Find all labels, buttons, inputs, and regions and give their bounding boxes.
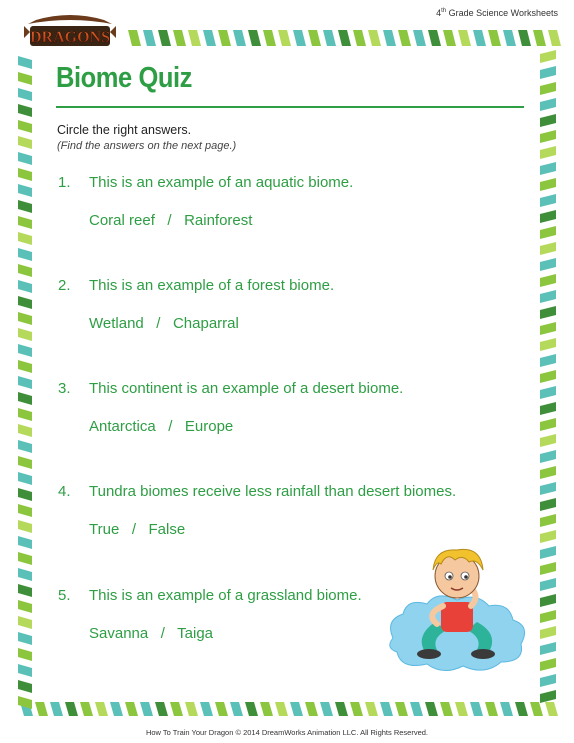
border-stripe	[18, 536, 32, 549]
border-stripe	[540, 130, 556, 143]
border-stripe	[540, 306, 556, 319]
border-stripe	[540, 514, 556, 527]
border-stripe	[233, 30, 246, 46]
border-stripe	[18, 488, 32, 501]
instructions-note: (Find the answers on the next page.)	[57, 140, 237, 152]
border-stripe	[540, 322, 556, 335]
answer-separator: /	[160, 625, 165, 642]
question-number: 4.	[58, 483, 71, 500]
border-stripe	[540, 642, 556, 655]
question-text: This is an example of an aquatic biome.	[89, 174, 354, 191]
header-text: Grade Science Worksheets	[448, 8, 558, 18]
answer-options-5	[89, 625, 213, 642]
border-stripe	[18, 72, 32, 85]
answer-option-b[interactable]: False	[148, 521, 186, 538]
border-stripe	[18, 280, 32, 293]
border-stripe	[540, 66, 556, 79]
border-stripe	[443, 30, 456, 46]
border-stripe	[18, 456, 32, 469]
border-stripe	[18, 552, 32, 565]
border-stripe	[540, 178, 556, 191]
border-stripe	[540, 498, 556, 511]
copyright-footer: How To Train Your Dragon © 2014 DreamWorks Animation LLC. All Rights Reserved.	[145, 728, 429, 737]
border-stripe	[18, 472, 32, 485]
border-stripe	[18, 216, 32, 229]
answer-separator: /	[131, 521, 136, 538]
border-stripe	[540, 226, 556, 239]
border-stripe	[308, 30, 321, 46]
border-stripe	[540, 194, 556, 207]
border-stripe	[410, 702, 423, 716]
answer-options-2	[89, 315, 239, 332]
answer-options-3	[89, 418, 233, 435]
border-stripe	[458, 30, 471, 46]
boy-illustration	[385, 540, 535, 680]
border-stripe	[18, 104, 32, 117]
border-stripe	[215, 702, 228, 716]
border-stripe	[540, 290, 556, 303]
grade-number: 4	[436, 8, 442, 18]
border-stripe	[515, 702, 528, 716]
border-stripe	[548, 30, 561, 46]
answer-option-a[interactable]: Wetland	[89, 315, 144, 332]
border-stripe	[335, 702, 348, 716]
answer-separator: /	[156, 315, 161, 332]
question-number: 3.	[58, 380, 71, 397]
border-stripe	[380, 702, 393, 716]
border-stripe	[540, 594, 556, 607]
border-stripe	[18, 184, 32, 197]
border-stripe	[125, 702, 138, 716]
border-stripe	[290, 702, 303, 716]
border-stripe	[533, 30, 546, 46]
answer-option-b[interactable]: Europe	[184, 418, 234, 435]
border-stripe	[503, 30, 516, 46]
border-stripe	[80, 702, 93, 716]
border-stripe	[540, 434, 556, 447]
border-stripe	[455, 702, 468, 716]
border-stripe	[540, 658, 556, 671]
border-stripe	[540, 674, 556, 687]
border-stripe	[18, 616, 32, 629]
border-stripe	[540, 546, 556, 559]
border-stripe	[218, 30, 231, 46]
answer-option-a[interactable]: Antarctica	[89, 418, 156, 435]
border-stripe	[293, 30, 306, 46]
border-stripe	[18, 568, 32, 581]
question-number: 1.	[58, 174, 71, 191]
border-stripe	[275, 702, 288, 716]
answer-option-a[interactable]: True	[89, 521, 120, 538]
border-stripe	[540, 114, 556, 127]
border-stripe	[540, 418, 556, 431]
border-stripe	[143, 30, 156, 46]
border-stripe	[65, 702, 78, 716]
question-2	[58, 277, 334, 294]
border-stripe	[155, 702, 168, 716]
border-stripe	[18, 200, 32, 213]
border-stripe	[540, 578, 556, 591]
border-stripe	[18, 120, 32, 133]
border-stripe	[18, 264, 32, 277]
border-stripe	[540, 274, 556, 287]
border-stripe	[540, 530, 556, 543]
border-stripe	[18, 296, 32, 309]
border-stripe	[540, 370, 556, 383]
question-number: 2.	[58, 277, 71, 294]
title-divider	[56, 106, 524, 108]
border-stripe	[263, 30, 276, 46]
border-stripe	[200, 702, 213, 716]
border-stripe	[18, 376, 32, 389]
border-stripe	[353, 30, 366, 46]
border-stripe	[95, 702, 108, 716]
border-stripe	[540, 402, 556, 415]
border-stripe	[473, 30, 486, 46]
border-stripe	[485, 702, 498, 716]
border-stripe	[260, 702, 273, 716]
border-stripe	[50, 702, 63, 716]
border-stripe	[540, 258, 556, 271]
question-3	[58, 380, 403, 397]
border-stripe	[518, 30, 531, 46]
border-stripe	[110, 702, 123, 716]
answer-option-b[interactable]: Chaparral	[172, 315, 239, 332]
answer-option-b[interactable]: Taiga	[177, 625, 213, 642]
border-stripe	[18, 248, 32, 261]
question-text: This is an example of a grassland biome.	[89, 587, 362, 604]
border-stripe	[368, 30, 381, 46]
border-stripe	[18, 88, 32, 101]
border-stripe	[18, 424, 32, 437]
border-stripe	[158, 30, 171, 46]
border-stripe	[18, 584, 32, 597]
border-stripe	[18, 648, 32, 661]
border-stripe	[18, 152, 32, 165]
border-stripe	[540, 338, 556, 351]
border-stripe	[500, 702, 513, 716]
border-stripe	[128, 30, 141, 46]
instructions: Circle the right answers.	[57, 123, 192, 137]
border-stripe	[540, 386, 556, 399]
dragons-logo	[22, 12, 118, 52]
question-text: This is an example of a forest biome.	[89, 277, 335, 294]
answer-separator: /	[168, 418, 173, 435]
border-stripe	[18, 360, 32, 373]
answer-option-b[interactable]: Rainforest	[184, 212, 253, 229]
border-stripe	[320, 702, 333, 716]
border-stripe	[18, 664, 32, 677]
border-stripe	[540, 482, 556, 495]
border-stripe	[488, 30, 501, 46]
border-stripe	[18, 600, 32, 613]
question-4	[58, 483, 456, 500]
border-stripe	[540, 146, 556, 159]
border-stripe	[18, 520, 32, 533]
page-title: Biome Quiz	[56, 62, 192, 94]
border-stripe	[278, 30, 291, 46]
border-stripe	[540, 98, 556, 111]
border-stripe	[530, 702, 543, 716]
border-stripe	[428, 30, 441, 46]
border-stripe	[540, 50, 556, 63]
border-stripe	[540, 242, 556, 255]
border-stripe	[18, 632, 32, 645]
border-stripe	[540, 610, 556, 623]
border-stripe	[540, 82, 556, 95]
question-text: This continent is an example of a desert biome.	[89, 380, 404, 397]
border-stripe	[540, 626, 556, 639]
border-stripe	[248, 30, 261, 46]
border-stripe	[540, 354, 556, 367]
border-stripe	[230, 702, 243, 716]
border-stripe	[18, 392, 32, 405]
border-stripe	[338, 30, 351, 46]
border-stripe	[540, 466, 556, 479]
question-5	[58, 587, 362, 604]
border-stripe	[540, 450, 556, 463]
border-stripe	[383, 30, 396, 46]
border-stripe	[350, 702, 363, 716]
border-stripe	[425, 702, 438, 716]
border-stripe	[398, 30, 411, 46]
answer-options-1	[89, 212, 252, 229]
question-1	[58, 174, 353, 191]
border-stripe	[245, 702, 258, 716]
border-stripe	[35, 702, 48, 716]
border-stripe	[18, 168, 32, 181]
border-stripe	[440, 702, 453, 716]
border-stripe	[173, 30, 186, 46]
logo-text: DRAGONS	[29, 29, 111, 46]
border-stripe	[540, 562, 556, 575]
header-label	[436, 8, 558, 18]
border-stripe	[18, 312, 32, 325]
border-stripe	[18, 344, 32, 357]
border-stripe	[18, 680, 32, 693]
question-text: Tundra biomes receive less rainfall than desert biomes.	[89, 483, 457, 500]
answer-option-a[interactable]: Savanna	[89, 625, 149, 642]
border-stripe	[413, 30, 426, 46]
answer-option-a[interactable]: Coral reef	[89, 212, 155, 229]
grade-suffix: th	[441, 8, 447, 14]
border-stripe	[18, 504, 32, 517]
border-stripe	[18, 408, 32, 421]
border-stripe	[540, 210, 556, 223]
answer-separator: /	[167, 212, 172, 229]
border-stripe	[188, 30, 201, 46]
border-stripe	[203, 30, 216, 46]
border-stripe	[18, 136, 32, 149]
border-stripe	[305, 702, 318, 716]
border-stripe	[170, 702, 183, 716]
border-stripe	[545, 702, 558, 716]
border-stripe	[540, 162, 556, 175]
border-stripe	[323, 30, 336, 46]
border-stripe	[540, 690, 556, 703]
border-stripe	[365, 702, 378, 716]
answer-options-4	[89, 521, 185, 538]
border-stripe	[18, 232, 32, 245]
border-stripe	[185, 702, 198, 716]
question-number: 5.	[58, 587, 71, 604]
border-stripe	[470, 702, 483, 716]
border-stripe	[395, 702, 408, 716]
border-stripe	[18, 328, 32, 341]
border-stripe	[18, 56, 32, 69]
border-stripe	[18, 440, 32, 453]
border-stripe	[140, 702, 153, 716]
